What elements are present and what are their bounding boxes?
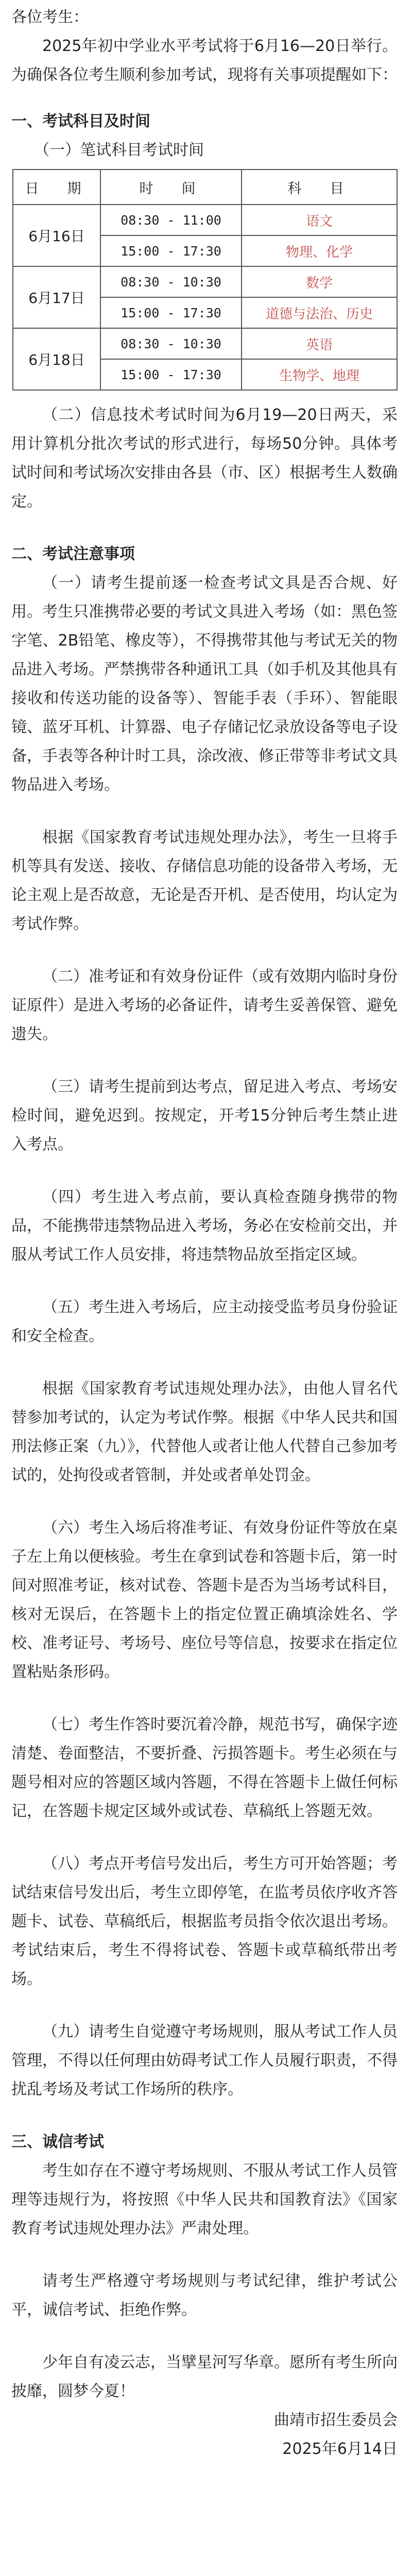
rules-paragraph: 根据《国家教育考试违规处理办法》，由他人冒名代替参加考试的，认定为考试作弊。根据《中华人民共和国刑法修正案（九）》，代替他人或者让他人代替自己参加考试的，处拘役或者管制，并处或者单处罚金。	[11, 1380, 398, 1484]
integrity-paragraph: 请考生严格遵守考场规则与考试纪律，维护考试公平，诚信考试、拒绝作弊。	[11, 2272, 398, 2319]
intro-paragraph: 2025年初中学业水平考试将于6月16—20日举行。为确保各位考生顺利参加考试，现将有关事项提醒如下：	[11, 37, 398, 84]
table-row	[13, 266, 397, 297]
rules-paragraph: （九）请考生自觉遵守考场规则，服从考试工作人员管理，不得以任何理由妨碍考试工作人员履行职责，不得扰乱考场及考试工作场所的秩序。	[11, 2023, 398, 2098]
section-heading-integrity: 三、诚信考试	[11, 2133, 104, 2151]
rules-paragraph: （二）准考证和有效身份证件（或有效期内临时身份证原件）是进入考场的必备证件，请考生妥善保管、避免遗失。	[11, 968, 398, 1043]
subject-cell: 物理、化学	[242, 235, 397, 266]
sub-heading-written-exams: （一）笔试科目考试时间	[34, 141, 204, 159]
table-header-row	[13, 170, 397, 205]
exam-schedule-table	[12, 169, 398, 391]
it-exam-paragraph: （二）信息技术考试时间为6月19—20日两天，采用计算机分批次考试的形式进行，每场50分钟。具体考试时间和考试场次安排由各县（市、区）根据考生人数确定。	[11, 406, 398, 511]
date-cell: 6月17日	[13, 266, 100, 328]
header-time: 时 间	[100, 170, 242, 205]
integrity-paragraph: 考生如存在不遵守考场规则、不服从考试工作人员管理等违规行为，将按照《中华人民共和国教育法》《国家教育考试违规处理办法》严肃处理。	[11, 2162, 398, 2238]
rules-paragraph: （五）考生进入考场后，应主动接受监考员身份验证和安全检查。	[11, 1298, 398, 1345]
rules-paragraph: （四）考生进入考点前，要认真检查随身携带的物品，不能携带违禁物品进入考场，务必在安检前交出，并服从考试工作人员安排，将违禁物品放至指定区域。	[11, 1188, 398, 1264]
time-cell: 08:30 - 11:00	[100, 205, 242, 235]
rules-paragraph: （八）考点开考信号发出后，考生方可开始答题；考试结束信号发出后，考生立即停笔，在监考员依序收齐答题卡、试卷、草稿纸后，根据监考员指令依次退出考场。考试结束后，考生不得将试卷、答题卡或草稿纸带出考场。	[11, 1855, 398, 1988]
rules-paragraph: （一）请考生提前逐一检查考试文具是否合规、好用。考生只准携带必要的考试文具进入考场（如：黑色签字笔、2B铅笔、橡皮等），不得携带其他与考试无关的物品进入考场。严禁携带各种通讯工具（如手机及其他具有接收和传送功能的设备等）、智能手表（手环）、智能眼镜、蓝牙耳机、计算器、电子存储记忆录放设备等电子设备，手表等各种计时工具，涂改液、修正带等非考试文具物品进入考场。	[11, 574, 398, 794]
table-row	[13, 205, 397, 235]
rules-paragraph: 根据《国家教育考试违规处理办法》，考生一旦将手机等具有发送、接收、存储信息功能的设备带入考场，无论主观上是否故意，无论是否开机、是否使用，均认定为考试作弊。	[11, 828, 398, 933]
time-cell: 08:30 - 10:30	[100, 328, 242, 359]
time-cell: 15:00 - 17:30	[100, 297, 242, 328]
time-cell: 15:00 - 17:30	[100, 359, 242, 390]
subject-cell: 数学	[242, 266, 397, 297]
section-heading-schedule: 一、考试科目及时间	[11, 112, 150, 130]
rules-paragraph: （七）考生作答时要沉着冷静，规范书写，确保字迹清楚、卷面整洁，不要折叠、污损答题卡。考生必须在与题号相对应的答题区域内答题，不得在答题卡上做任何标记，在答题卡规定区域外或试卷、草稿纸上答题无效。	[11, 1716, 398, 1820]
signature-org: 曲靖市招生委员会	[274, 2411, 398, 2429]
table-row	[13, 328, 397, 359]
header-date: 日 期	[13, 170, 100, 205]
date-cell: 6月16日	[13, 205, 100, 266]
rules-paragraph: （六）考生入场后将准考证、有效身份证件等放在桌子左上角以便核验。考生在拿到试卷和答题卡后，第一时间对照准考证，核对试卷、答题卡是否为当场考试科目，核对无误后，在答题卡上的指定位置正确填涂姓名、学校、准考证号、考场号、座位号等信息，按要求在指定位置粘贴条形码。	[11, 1519, 398, 1681]
signature-date: 2025年6月14日	[282, 2440, 398, 2458]
header-subject: 科 目	[242, 170, 397, 205]
rules-paragraph: （三）请考生提前到达考点，留足进入考点、考场安检时间，避免迟到。按规定，开考15分钟后考生禁止进入考点。	[11, 1078, 398, 1154]
closing-paragraph: 少年自有凌云志，当擘星河写华章。愿所有考生所向披靡，圆梦今夏！	[11, 2353, 398, 2400]
time-cell: 08:30 - 10:30	[100, 266, 242, 297]
section-heading-rules: 二、考试注意事项	[11, 545, 135, 563]
date-cell: 6月18日	[13, 328, 100, 390]
subject-cell: 道德与法治、历史	[242, 297, 397, 328]
subject-cell: 生物学、地理	[242, 359, 397, 390]
subject-cell: 语文	[242, 205, 397, 235]
subject-cell: 英语	[242, 328, 397, 359]
time-cell: 15:00 - 17:30	[100, 235, 242, 266]
greeting: 各位考生：	[11, 8, 89, 26]
